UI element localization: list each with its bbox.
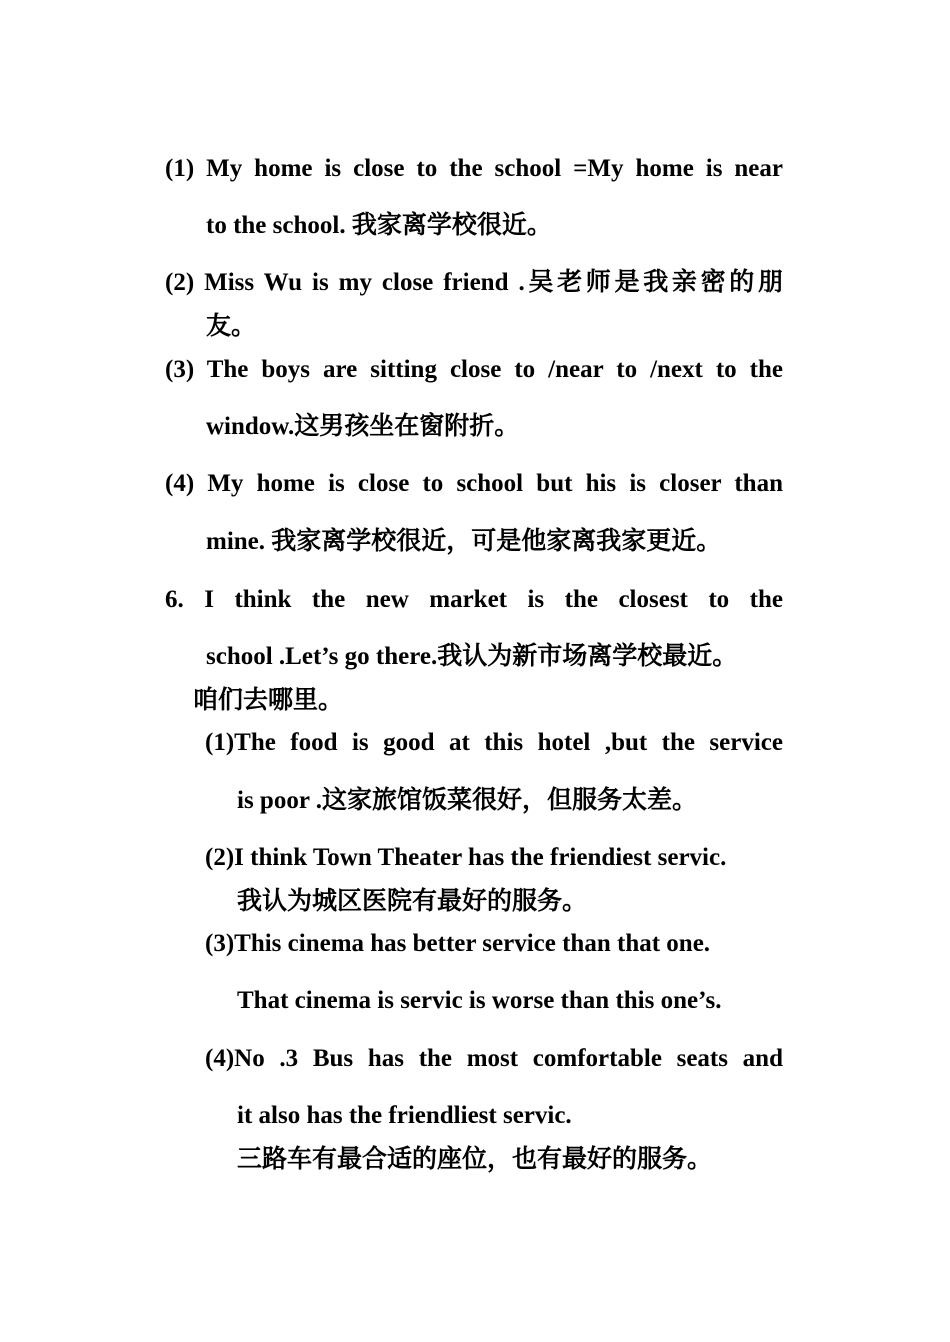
- text-line: That cinema is servic is worse than this one’s.: [237, 987, 722, 1014]
- text-line: to the school. 我家离学校很近。: [206, 212, 552, 239]
- text-line: 我认为城区医院有最好的服务。: [237, 888, 588, 915]
- text-line: (1)The food is good at this hotel ,but the service: [205, 729, 783, 756]
- text-line: (1) My home is close to the school =My home is near: [165, 155, 783, 182]
- text-line: (2) Miss Wu is my close friend .吴老师是我亲密的朋: [165, 269, 783, 296]
- text-line: (4)No .3 Bus has the most comfortable seats and: [205, 1045, 783, 1072]
- text-line: 友。: [206, 313, 257, 340]
- text-line: (2)I think Town Theater has the friendiest servic.: [205, 844, 727, 871]
- text-line: (3) The boys are sitting close to /near to /next to the: [165, 356, 783, 383]
- text-line: it also has the friendliest servic.: [237, 1102, 572, 1129]
- text-line: 咱们去哪里。: [193, 687, 344, 714]
- text-line: (3)This cinema has better service than that one.: [205, 930, 711, 957]
- text-line: school .Let’s go there.我认为新市场离学校最近。: [206, 643, 738, 670]
- text-line: is poor .这家旅馆饭菜很好，但服务太差。: [237, 787, 697, 814]
- text-line: (4) My home is close to school but his is closer than: [165, 470, 783, 497]
- text-line: 三路车有最合适的座位，也有最好的服务。: [237, 1146, 713, 1173]
- text-line: 6. I think the new market is the closest to the: [165, 586, 783, 613]
- text-line: window.这男孩坐在窗附折。: [206, 413, 520, 440]
- text-line: mine. 我家离学校很近，可是他家离我家更近。: [206, 528, 722, 555]
